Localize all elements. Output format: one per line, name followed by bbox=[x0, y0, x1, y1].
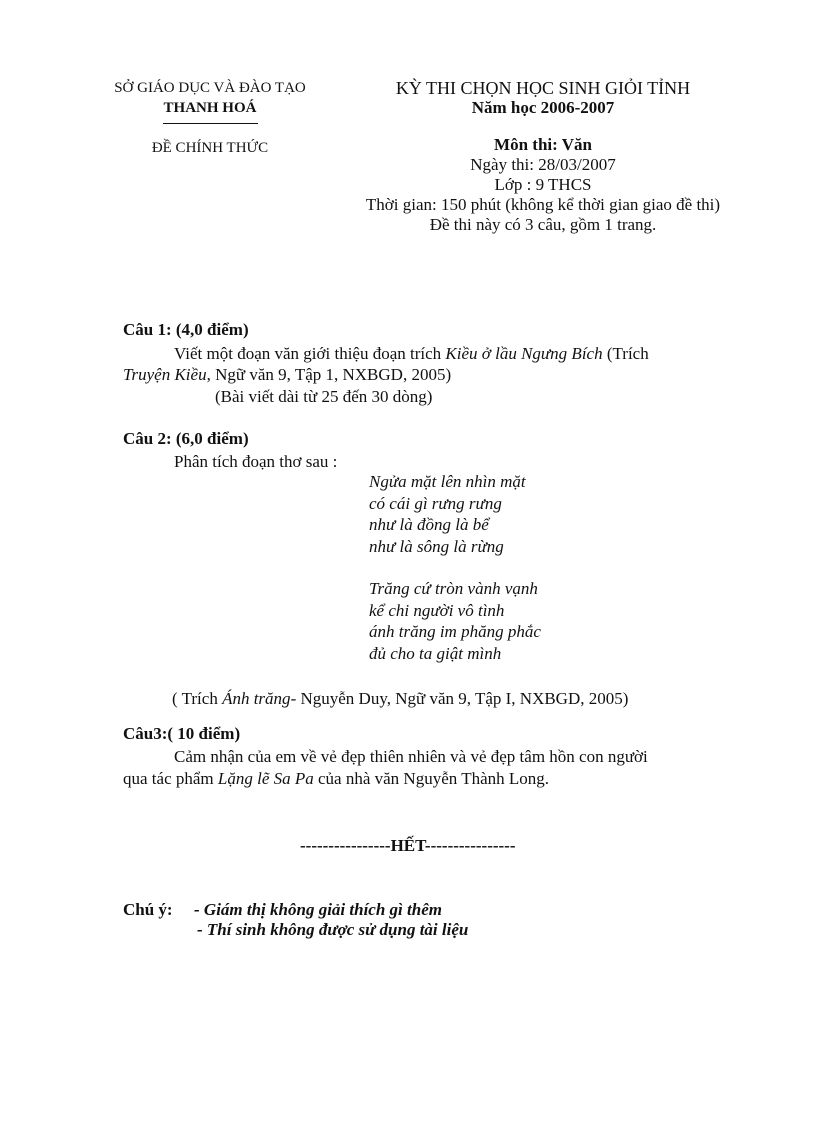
exam-time: Thời gian: 150 phút (không kể thời gian giao đề thi) bbox=[365, 195, 721, 214]
exam-title: KỲ THI CHỌN HỌC SINH GIỎI TỈNH bbox=[395, 78, 691, 98]
q1-work-title: Kiều ở lầu Ngưng Bích bbox=[445, 344, 603, 363]
q3-line-1: Cảm nhận của em về vẻ đẹp thiên nhiên và vẻ đẹp tâm hồn con người bbox=[174, 747, 648, 766]
issuer-department: SỞ GIÁO DỤC VÀ ĐÀO TẠO bbox=[114, 80, 306, 96]
q2-intro: Phân tích đoạn thơ sau : bbox=[174, 452, 338, 471]
q1-line-1 bbox=[174, 343, 649, 364]
poem-line: kể chi người vô tình bbox=[369, 600, 505, 620]
exam-grade: Lớp : 9 THCS bbox=[494, 175, 592, 194]
q1-text-2b: , Ngữ văn 9, Tập 1, NXBGD, 2005) bbox=[206, 365, 452, 384]
poem-line: đủ cho ta giật mình bbox=[369, 643, 502, 663]
q3-work-title: Lặng lẽ Sa Pa bbox=[217, 769, 314, 788]
q2-heading: Câu 2: (6,0 điểm) bbox=[123, 429, 249, 448]
official-label: ĐỀ CHÍNH THỨC bbox=[151, 140, 269, 156]
poem-line: có cái gì rưng rưng bbox=[369, 493, 502, 513]
q3-line-2 bbox=[123, 768, 549, 789]
issuer-province: THANH HOÁ bbox=[163, 100, 257, 116]
note-label: Chú ý: bbox=[123, 900, 173, 919]
poem-source-a: ( Trích bbox=[172, 689, 223, 708]
issuer-block bbox=[100, 78, 320, 158]
q3-heading: Câu3:( 10 điểm) bbox=[123, 724, 241, 743]
school-year: Năm học 2006-2007 bbox=[471, 98, 615, 117]
issuer-underline bbox=[163, 123, 258, 124]
q3-text-2c: của nhà văn Nguyễn Thành Long. bbox=[313, 769, 550, 788]
q1-length-note: (Bài viết dài từ 25 đến 30 dòng) bbox=[215, 387, 433, 406]
poem-stanza-1 bbox=[369, 471, 526, 557]
q3-text-2a: qua tác phẩm bbox=[123, 769, 218, 788]
poem-line: Trăng cứ tròn vành vạnh bbox=[369, 579, 538, 598]
poem-line: như là đồng là bể bbox=[369, 515, 489, 534]
q1-heading: Câu 1: (4,0 điểm) bbox=[123, 320, 249, 339]
poem-line: ánh trăng im phăng phắc bbox=[369, 622, 541, 641]
end-marker: ----------------HẾT---------------- bbox=[300, 836, 516, 855]
exam-info-block bbox=[333, 78, 753, 235]
poem-title: Ánh trăng bbox=[222, 689, 291, 708]
poem-source-c: - Nguyễn Duy, Ngữ văn 9, Tập I, NXBGD, 2005) bbox=[290, 689, 629, 708]
q1-line-2 bbox=[123, 364, 451, 385]
exam-date: Ngày thi: 28/03/2007 bbox=[470, 155, 616, 174]
exam-page-count: Đề thi này có 3 câu, gồm 1 trang. bbox=[429, 215, 657, 234]
poem-source bbox=[172, 688, 628, 709]
q1-text-1a: Viết một đoạn văn giới thiệu đoạn trích bbox=[174, 344, 446, 363]
poem-line: Ngửa mặt lên nhìn mặt bbox=[369, 472, 526, 491]
q1-book-title: Truyện Kiều bbox=[123, 365, 207, 384]
note-1: - Giám thị không giải thích gì thêm bbox=[194, 900, 442, 919]
q1-text-1c: (Trích bbox=[602, 344, 649, 363]
note-2: - Thí sinh không được sử dụng tài liệu bbox=[197, 920, 469, 939]
poem-line: như là sông là rừng bbox=[369, 536, 504, 556]
poem-stanza-2 bbox=[369, 578, 541, 664]
exam-subject: Môn thi: Văn bbox=[494, 135, 592, 154]
